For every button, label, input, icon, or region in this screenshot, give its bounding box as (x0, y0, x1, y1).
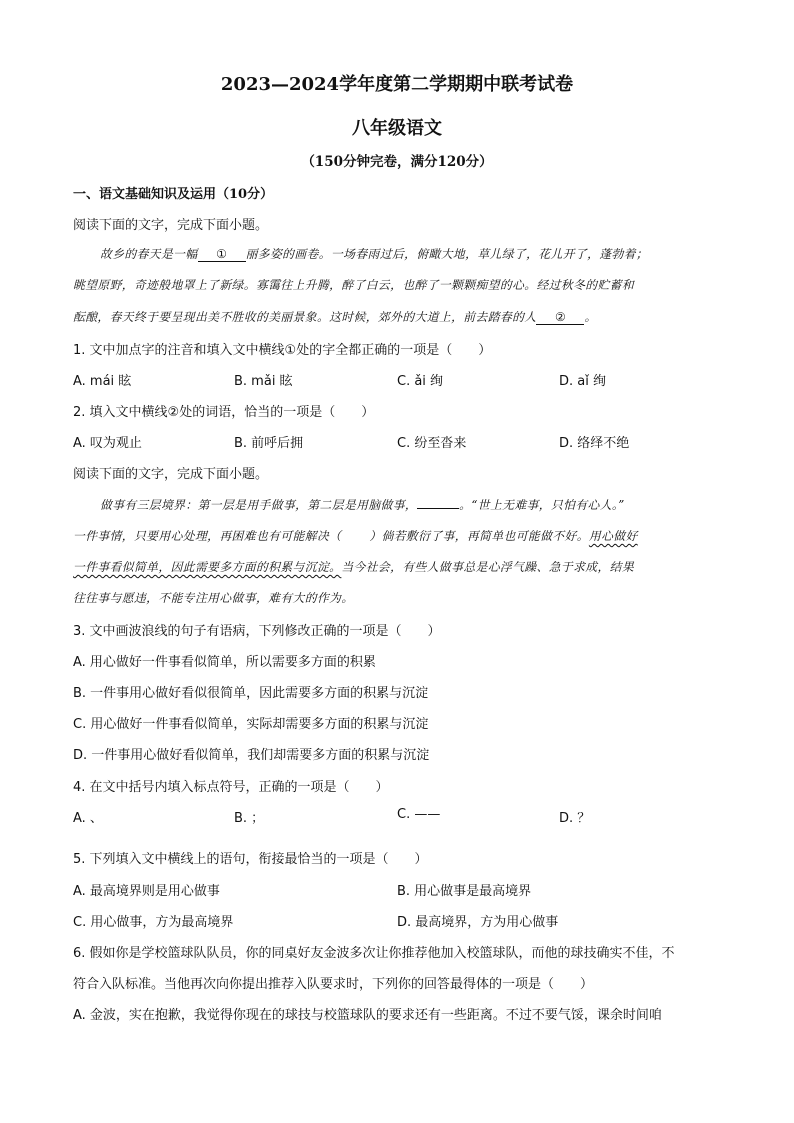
section-heading: 一、语文基础知识及运用（10分） (73, 187, 274, 202)
q3-option-a[interactable]: A. 用心做好一件事看似简单，所以需要多方面的积累 (73, 655, 376, 670)
wavy-sentence-end: 一件事看似简单，因此需要多方面的积累与沉淀。 (73, 560, 342, 574)
q3-option-b[interactable]: B. 一件事用心做好看似很简单，因此需要多方面的积累与沉淀 (73, 686, 429, 701)
wavy-sentence-start: 用心做好 (588, 529, 638, 543)
q5-option-c[interactable]: C. 用心做事，方为最高境界 (73, 915, 234, 930)
passage2-line-4: 往往事与愿违，不能专注用心做事，难有大的作为。 (73, 591, 354, 605)
passage1-text: 故乡的春天是一幅 (100, 247, 198, 261)
passage2-line-1 (100, 496, 720, 513)
question-6-line-2: 符合入队标准。当他再次向你提出推荐入队要求时，下列你的回答最得体的一项是（ ） (73, 977, 594, 992)
blank-3 (417, 508, 459, 509)
question-5: 5. 下列填入文中横线上的语句，衔接最恰当的一项是（ ） (73, 852, 428, 867)
q4-option-d[interactable]: D. ？ (559, 811, 591, 826)
reading-intro-1: 阅读下面的文字，完成下面小题。 (73, 218, 269, 233)
q1-option-a[interactable]: A. mái 眩 (73, 374, 132, 389)
passage1-line-2: 眺望原野，奇迹般地罩上了新绿。寡霭往上升腾，醉了白云，也醉了一颗颗痴望的心。经过秋冬的贮蓄和 (73, 278, 635, 292)
q2-option-b[interactable]: B. 前呼后拥 (234, 436, 304, 451)
q2-option-a[interactable]: A. 叹为观止 (73, 436, 142, 451)
passage2-text: 做事有三层境界：第一层是用手做事，第二层是用脑做事， (100, 498, 418, 512)
passage2-text: 一件事情，只要用心处理，再困难也有可能解决（ (73, 529, 342, 543)
question-6-line-1: 6. 假如你是学校篮球队队员，你的同桌好友金波多次让你推荐他加入校篮球队，而他的球技确实不佳，不 (73, 946, 675, 961)
q3-option-c[interactable]: C. 用心做好一件事看似简单，实际却需要多方面的积累与沉淀 (73, 717, 429, 732)
question-3: 3. 文中画波浪线的句子有语病，下列修改正确的一项是（ ） (73, 624, 441, 639)
q1-option-d[interactable]: D. aǐ 绚 (559, 374, 606, 389)
passage2-line-3 (73, 558, 718, 575)
q4-option-c[interactable]: C. —— (397, 807, 441, 822)
blank-1: ① (198, 247, 246, 262)
q5-option-b[interactable]: B. 用心做事是最高境界 (397, 884, 532, 899)
q5-option-a[interactable]: A. 最高境界则是用心做事 (73, 884, 220, 899)
question-1: 1. 文中加点字的注音和填入文中横线①处的字全都正确的一项是（ ） (73, 343, 492, 358)
passage1-line-1 (100, 245, 720, 262)
exam-title: 2023—2024学年度第二学期期中联考试卷 (220, 74, 574, 95)
passage1-line-3 (73, 308, 718, 325)
q4-option-b[interactable]: B. ； (234, 811, 265, 826)
passage2-line-2 (73, 527, 718, 544)
q1-option-c[interactable]: C. ǎi 绚 (397, 374, 444, 389)
q2-option-c[interactable]: C. 纷至沓来 (397, 436, 467, 451)
passage2-text: 当今社会，有些人做事总是心浮气躁、急于求成，结果 (341, 560, 635, 574)
q1-option-b[interactable]: B. mǎi 眩 (234, 374, 293, 389)
question-2: 2. 填入文中横线②处的词语，恰当的一项是（ ） (73, 405, 375, 420)
subject-title: 八年级语文 (352, 118, 442, 139)
passage1-text: 酝酿，春天终于要呈现出美不胜收的美丽景象。这时候，郊外的大道上，前去踏春的人 (73, 310, 537, 324)
passage1-text: 。 (584, 310, 597, 324)
passage2-text: ）倘若敷衍了事，再简单也可能做不好。 (369, 529, 589, 543)
exam-note: （150分钟完卷，满分120分） (301, 154, 493, 170)
q4-option-a[interactable]: A. 、 (73, 811, 103, 826)
reading-intro-2: 阅读下面的文字，完成下面小题。 (73, 467, 269, 482)
blank-2: ② (536, 310, 584, 325)
q6-option-a[interactable]: A. 金波，实在抱歉，我觉得你现在的球技与校篮球队的要求还有一些距离。不过不要气馁，课余时间咱 (73, 1008, 662, 1023)
q2-option-d[interactable]: D. 络绎不绝 (559, 436, 630, 451)
q3-option-d[interactable]: D. 一件事用心做好看似简单，我们却需要多方面的积累与沉淀 (73, 748, 430, 763)
passage1-text: 丽多姿的画卷。一场春雨过后，俯瞰大地，草儿绿了，花儿开了，蓬勃着； (245, 247, 649, 261)
question-4: 4. 在文中括号内填入标点符号，正确的一项是（ ） (73, 780, 389, 795)
q5-option-d[interactable]: D. 最高境界，方为用心做事 (397, 915, 559, 930)
passage2-text: 。“世上无难事，只怕有心人。” (459, 498, 625, 512)
